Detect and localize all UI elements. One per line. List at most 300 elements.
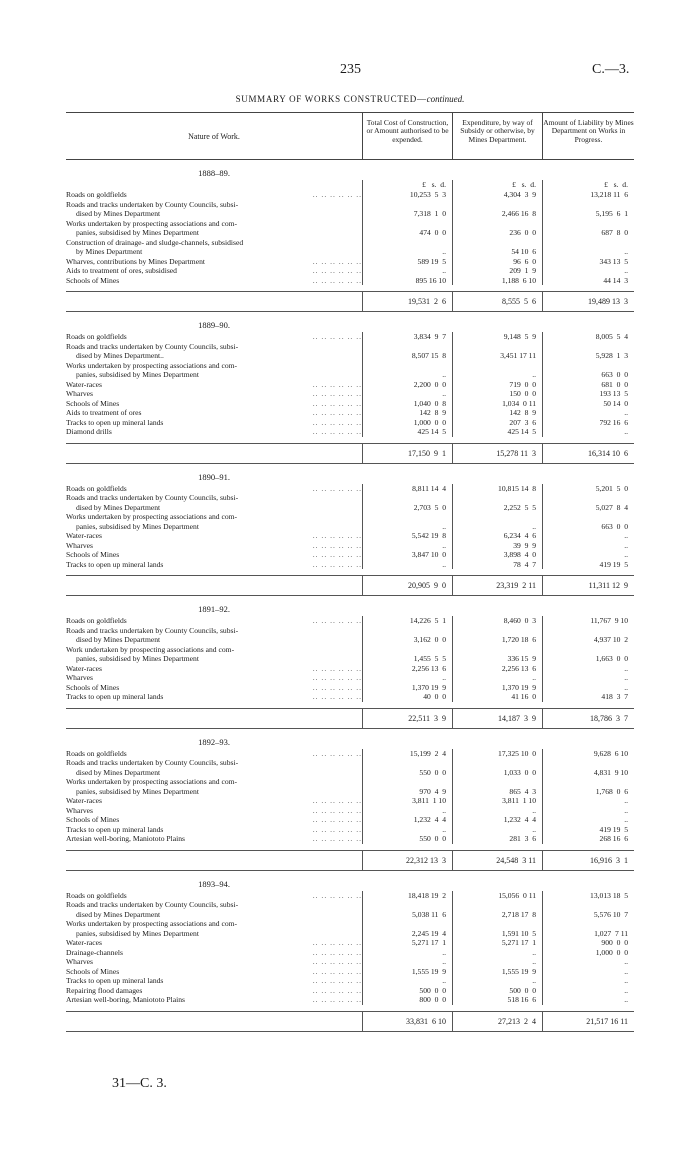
leader-dots: .. .. .. .. .. ..	[312, 692, 362, 701]
section-total-row	[66, 1011, 634, 1032]
work-name-text: Wharves	[66, 673, 97, 682]
header-nature: Nature of Work.	[188, 131, 240, 141]
table-row	[66, 200, 634, 219]
cell-total-cost: 970 4 9	[362, 777, 452, 796]
cell-total-cost: 5,542 19 8	[362, 531, 452, 541]
leader-dots: .. .. .. .. .. ..	[312, 417, 362, 427]
section-total: 15,278 11 3	[452, 444, 542, 463]
leader-dots: .. .. .. .. .. ..	[312, 389, 362, 398]
table-row	[66, 919, 634, 938]
cell-total-cost: 1,555 19 9	[362, 967, 452, 977]
cell-liability: 663 0 0	[542, 512, 634, 531]
work-name	[66, 758, 362, 777]
work-name	[66, 531, 362, 541]
leader-dots: .. .. .. .. .. ..	[312, 890, 362, 900]
cell-expenditure: 236 0 0	[452, 219, 542, 238]
year-section	[66, 871, 634, 1032]
cell-liability: 13,013 18 5	[542, 891, 634, 901]
section-total-row	[66, 708, 634, 729]
table-row	[66, 664, 634, 674]
work-name-text: Tracks to open up mineral lands	[66, 418, 167, 427]
cell-total-cost: 5,271 17 1	[362, 938, 452, 948]
section-total: 23,319 2 11	[452, 576, 542, 595]
work-name-text: Wharves	[66, 806, 97, 815]
leader-dots: .. .. .. .. .. ..	[312, 398, 362, 408]
cell-total-cost: 14,226 5 1	[362, 616, 452, 626]
work-name-text: Tracks to open up mineral lands	[66, 692, 167, 701]
table-row	[66, 938, 634, 948]
work-name-cont: panies, subsidised by Mines Department	[76, 654, 199, 663]
cell-expenditure: 150 0 0	[452, 389, 542, 399]
table-row	[66, 891, 634, 901]
table-row	[66, 834, 634, 844]
work-name	[66, 995, 362, 1005]
work-name-text: Schools of Mines	[66, 683, 123, 692]
cell-expenditure: 2,256 13 6	[452, 664, 542, 674]
work-name-text: Artesian well-boring, Maniototo Plains	[66, 834, 189, 843]
cell-liability: 5,201 5 0	[542, 484, 634, 494]
leader-dots: .. .. .. .. .. ..	[312, 834, 362, 843]
work-name	[66, 626, 362, 645]
section-total-row	[66, 443, 634, 464]
table-row	[66, 531, 634, 541]
table-row	[66, 645, 634, 664]
work-name-text: Roads and tracks undertaken by County Councils, subsi-	[66, 900, 242, 909]
table-row	[66, 815, 634, 825]
table-row	[66, 389, 634, 399]
cell-liability: ..	[542, 531, 634, 541]
table-row	[66, 560, 634, 570]
work-name-cont: dised by Mines Department	[76, 909, 161, 919]
work-name	[66, 645, 362, 664]
table-row	[66, 995, 634, 1005]
year-heading: 1888–89.	[198, 168, 230, 178]
table-row	[66, 219, 634, 238]
year-section	[66, 464, 634, 597]
work-name-text: Schools of Mines	[66, 967, 123, 976]
leader-dots: .. .. .. .. .. ..	[312, 957, 362, 966]
year-heading: 1892–93.	[198, 736, 230, 747]
table-row	[66, 550, 634, 560]
cell-expenditure: 336 15 9	[452, 645, 542, 664]
table-row	[66, 512, 634, 531]
work-name	[66, 664, 362, 674]
section-total: 16,916 3 1	[542, 851, 634, 870]
work-name	[66, 190, 362, 200]
leader-dots: .. .. .. .. .. ..	[312, 483, 362, 493]
cell-liability: ..	[542, 967, 634, 977]
cell-expenditure: 1,034 0 11	[452, 399, 542, 409]
section-total: 17,150 9 1	[362, 444, 452, 463]
section-total: 19,531 2 6	[362, 292, 452, 311]
cell-total-cost: 1,040 0 8	[362, 399, 452, 409]
cell-total-cost: ..	[362, 673, 452, 683]
year-heading: 1890–91.	[198, 471, 230, 482]
work-name-text: Roads and tracks undertaken by County Councils, subsi-	[66, 493, 242, 502]
leader-dots: .. .. .. .. .. ..	[312, 256, 362, 266]
cell-liability: 5,027 8 4	[542, 493, 634, 512]
work-name-cont: dised by Mines Department..	[76, 351, 164, 360]
header-total-cost: Total Cost of Construction, or Amount authorised to be expended.	[362, 113, 452, 159]
work-name	[66, 512, 362, 531]
table-row	[66, 257, 634, 267]
cell-total-cost: 800 0 0	[362, 995, 452, 1005]
cell-expenditure: 3,898 4 0	[452, 550, 542, 560]
work-name-text: Repairing flood damages	[66, 986, 146, 995]
work-name-text: Works undertaken by prospecting associations and com-	[66, 361, 241, 370]
cell-liability: 343 13 5	[542, 257, 634, 267]
cell-total-cost: 10,253 5 3	[362, 190, 452, 200]
cell-expenditure: 1,188 6 10	[452, 276, 542, 286]
cell-total-cost: 3,162 0 0	[362, 626, 452, 645]
cell-liability: ..	[542, 815, 634, 825]
work-name-text: Work undertaken by prospecting associations and com-	[66, 645, 238, 654]
table-row	[66, 673, 634, 683]
cell-expenditure: 5,271 17 1	[452, 938, 542, 948]
cell-expenditure: 10,815 14 8	[452, 484, 542, 494]
table-row	[66, 399, 634, 409]
section-total: 11,311 12 9	[542, 576, 634, 595]
cell-expenditure: ..	[452, 512, 542, 531]
cell-expenditure: 1,232 4 4	[452, 815, 542, 825]
work-name-text: Roads and tracks undertaken by County Councils, subsi-	[66, 626, 242, 635]
table-row	[66, 380, 634, 390]
cell-expenditure: 4,304 3 9	[452, 190, 542, 200]
work-name-text: Wharves	[66, 957, 97, 966]
cell-total-cost: ..	[362, 825, 452, 835]
year-section	[66, 596, 634, 729]
work-name	[66, 806, 362, 816]
cell-expenditure: 41 16 0	[452, 692, 542, 702]
work-name-text: Tracks to open up mineral lands	[66, 976, 167, 985]
cell-liability: ..	[542, 957, 634, 967]
cell-total-cost: 18,418 19 2	[362, 891, 452, 901]
work-name-text: Works undertaken by prospecting associations and com-	[66, 777, 241, 786]
table-row	[66, 190, 634, 200]
work-name	[66, 919, 362, 938]
work-name	[66, 825, 362, 835]
cell-expenditure: 142 8 9	[452, 408, 542, 418]
table-row	[66, 541, 634, 551]
work-name-text: Drainage-channels	[66, 948, 127, 957]
header-liability: Amount of Liability by Mines Department on Works in Progress.	[542, 113, 634, 159]
work-name	[66, 692, 362, 702]
cell-expenditure: 500 0 0	[452, 986, 542, 996]
table-row	[66, 276, 634, 286]
work-name	[66, 560, 362, 570]
work-name-text: Diamond drills	[66, 427, 116, 436]
section-total: 21,517 16 11	[542, 1012, 634, 1031]
cell-total-cost: 1,455 5 5	[362, 645, 452, 664]
header-expenditure: Expenditure, by way of Subsidy or otherwise, by Mines Department.	[452, 113, 542, 159]
page-code: C.—3.	[592, 62, 630, 77]
cell-expenditure: 8,460 0 3	[452, 616, 542, 626]
cell-expenditure: ..	[452, 806, 542, 816]
cell-expenditure: 15,056 0 11	[452, 891, 542, 901]
table-row	[66, 796, 634, 806]
table-row	[66, 361, 634, 380]
table-row	[66, 493, 634, 512]
cell-liability: 13,218 11 6	[542, 190, 634, 200]
table-row	[66, 418, 634, 428]
cell-expenditure: 1,370 19 9	[452, 683, 542, 693]
section-total: 27,213 2 4	[452, 1012, 542, 1031]
leader-dots: .. .. .. .. .. ..	[312, 985, 362, 995]
leader-dots: .. .. .. .. .. ..	[312, 266, 362, 275]
work-name	[66, 380, 362, 390]
work-name-text: Schools of Mines	[66, 276, 123, 285]
leader-dots: .. .. .. .. .. ..	[312, 408, 362, 417]
work-name	[66, 361, 362, 380]
cell-expenditure: 2,466 16 8	[452, 200, 542, 219]
cell-liability: ..	[542, 796, 634, 806]
cell-expenditure: 207 3 6	[452, 418, 542, 428]
work-name	[66, 219, 362, 238]
leader-dots: .. .. .. .. .. ..	[312, 275, 362, 285]
work-name-text: Roads on goldfields	[66, 616, 131, 625]
work-name	[66, 541, 362, 551]
work-name	[66, 834, 362, 844]
cell-liability: 50 14 0	[542, 399, 634, 409]
work-name	[66, 257, 362, 267]
work-name	[66, 616, 362, 626]
cell-liability: ..	[542, 986, 634, 996]
cell-total-cost: ..	[362, 512, 452, 531]
cell-expenditure: 3,811 1 10	[452, 796, 542, 806]
work-name	[66, 673, 362, 683]
cell-total-cost: 589 19 5	[362, 257, 452, 267]
leader-dots: .. .. .. .. .. ..	[312, 995, 362, 1004]
work-name-text: Schools of Mines	[66, 550, 123, 559]
section-total: 16,314 10 6	[542, 444, 634, 463]
cell-total-cost: ..	[362, 541, 452, 551]
table-row	[66, 408, 634, 418]
work-name	[66, 427, 362, 437]
leader-dots: .. .. .. .. .. ..	[312, 976, 362, 985]
cell-liability: ..	[542, 541, 634, 551]
leader-dots: .. .. .. .. .. ..	[312, 805, 362, 815]
work-name-text: Works undertaken by prospecting associations and com-	[66, 512, 241, 521]
cell-expenditure: 78 4 7	[452, 560, 542, 570]
work-name-cont: panies, subsidised by Mines Department	[76, 228, 199, 237]
cell-expenditure: 2,252 5 5	[452, 493, 542, 512]
cell-liability: 4,937 10 2	[542, 626, 634, 645]
cell-liability: 419 19 5	[542, 560, 634, 570]
cell-liability: ..	[542, 995, 634, 1005]
footer-signature: 31—C. 3.	[112, 1076, 167, 1091]
leader-dots: .. .. .. .. .. ..	[312, 379, 362, 389]
cell-expenditure: 2,718 17 8	[452, 900, 542, 919]
work-name	[66, 418, 362, 428]
leader-dots: .. .. .. .. .. ..	[312, 427, 362, 436]
cell-total-cost: ..	[362, 948, 452, 958]
work-name	[66, 976, 362, 986]
leader-dots: .. .. .. .. .. ..	[312, 938, 362, 947]
work-name	[66, 796, 362, 806]
work-name-text: Roads and tracks undertaken by County Councils, subsi-	[66, 758, 242, 767]
spacer	[66, 180, 362, 190]
cell-expenditure: 54 10 6	[452, 238, 542, 257]
cell-total-cost: 15,199 2 4	[362, 749, 452, 759]
work-name-text: Roads on goldfields	[66, 749, 131, 758]
cell-total-cost: 3,847 10 0	[362, 550, 452, 560]
work-name	[66, 332, 362, 342]
work-name	[66, 200, 362, 219]
cell-total-cost: 500 0 0	[362, 986, 452, 996]
cell-liability: ..	[542, 408, 634, 418]
cell-total-cost: ..	[362, 389, 452, 399]
cell-expenditure: ..	[452, 361, 542, 380]
leader-dots: .. .. .. .. .. ..	[312, 682, 362, 692]
work-name	[66, 683, 362, 693]
cell-expenditure: ..	[452, 948, 542, 958]
work-name-text: Works undertaken by prospecting associations and com-	[66, 919, 241, 928]
cell-liability: 418 3 7	[542, 692, 634, 702]
work-name	[66, 900, 362, 919]
leader-dots: .. .. .. .. .. ..	[312, 531, 362, 540]
leader-dots: .. .. .. .. .. ..	[312, 550, 362, 559]
cell-liability: 8,005 5 4	[542, 332, 634, 342]
cell-liability: 1,000 0 0	[542, 948, 634, 958]
work-name-cont: dised by Mines Department	[76, 767, 161, 777]
cell-liability: 44 14 3	[542, 276, 634, 286]
cell-liability: 5,576 10 7	[542, 900, 634, 919]
section-total: 22,312 13 3	[362, 851, 452, 870]
cell-expenditure: 1,591 10 5	[452, 919, 542, 938]
year-section	[66, 160, 634, 312]
cell-liability: 1,027 7 11	[542, 919, 634, 938]
cell-liability: ..	[542, 427, 634, 437]
cell-liability: 1,768 0 6	[542, 777, 634, 796]
leader-dots: .. .. .. .. .. ..	[312, 815, 362, 824]
work-name-text: Wharves	[66, 541, 97, 550]
section-total: 33,831 6 10	[362, 1012, 452, 1031]
work-name	[66, 238, 362, 257]
work-name	[66, 815, 362, 825]
cell-total-cost: 2,703 5 0	[362, 493, 452, 512]
cell-expenditure: ..	[452, 957, 542, 967]
work-name	[66, 967, 362, 977]
table-row	[66, 749, 634, 759]
year-heading: 1891–92.	[198, 604, 230, 614]
cell-liability: 11,767 9 10	[542, 616, 634, 626]
page-number: 235	[340, 62, 361, 77]
table-row	[66, 957, 634, 967]
cell-total-cost: 142 8 9	[362, 408, 452, 418]
leader-dots: .. .. .. .. .. ..	[312, 947, 362, 957]
table-header	[66, 112, 634, 160]
leader-dots: .. .. .. .. .. ..	[312, 332, 362, 341]
year-section	[66, 312, 634, 464]
cell-liability: 1,663 0 0	[542, 645, 634, 664]
work-name-text: Wharves, contributions by Mines Department	[66, 257, 209, 266]
table-row	[66, 238, 634, 257]
cell-liability: 193 13 5	[542, 389, 634, 399]
work-name-cont: panies, subsidised by Mines Department	[76, 521, 199, 531]
leader-dots: .. .. .. .. .. ..	[312, 796, 362, 805]
work-name	[66, 938, 362, 948]
work-name	[66, 986, 362, 996]
work-name-text: Roads on goldfields	[66, 332, 131, 341]
work-name-text: Wharves	[66, 389, 97, 398]
table-row	[66, 626, 634, 645]
year-section	[66, 729, 634, 871]
cell-total-cost: ..	[362, 806, 452, 816]
cell-expenditure: 39 9 9	[452, 541, 542, 551]
cell-liability: 681 0 0	[542, 380, 634, 390]
cell-liability: ..	[542, 238, 634, 257]
cell-expenditure: 281 3 6	[452, 834, 542, 844]
table-row	[66, 986, 634, 996]
work-name-text: Tracks to open up mineral lands	[66, 825, 167, 834]
section-total: 22,511 3 9	[362, 709, 452, 728]
cell-expenditure: 9,148 5 9	[452, 332, 542, 342]
cell-total-cost: 7,318 1 0	[362, 200, 452, 219]
table-row	[66, 758, 634, 777]
cell-total-cost: ..	[362, 361, 452, 380]
work-name	[66, 550, 362, 560]
year-heading: 1889–90.	[198, 320, 230, 330]
cell-expenditure: 518 16 6	[452, 995, 542, 1005]
cell-total-cost: 2,200 0 0	[362, 380, 452, 390]
cell-liability: ..	[542, 664, 634, 674]
cell-total-cost: 1,232 4 4	[362, 815, 452, 825]
table-row	[66, 266, 634, 276]
currency-label: £ s. d.	[362, 180, 452, 190]
page-title: SUMMARY OF WORKS CONSTRUCTED—continued.	[235, 94, 465, 104]
section-total: 8,555 5 6	[452, 292, 542, 311]
work-name-text: Roads on goldfields	[66, 484, 131, 493]
work-name	[66, 266, 362, 276]
table-row	[66, 948, 634, 958]
cell-liability: 9,628 6 10	[542, 749, 634, 759]
section-total-row	[66, 291, 634, 312]
table-row	[66, 692, 634, 702]
cell-expenditure: 209 1 9	[452, 266, 542, 276]
cell-expenditure: ..	[452, 673, 542, 683]
work-name-cont: panies, subsidised by Mines Department	[76, 928, 199, 938]
cell-liability: 5,195 6 1	[542, 200, 634, 219]
cell-liability: ..	[542, 806, 634, 816]
leader-dots: .. .. .. .. .. ..	[312, 540, 362, 550]
work-name-text: Schools of Mines	[66, 815, 123, 824]
work-name-cont: panies, subsidised by Mines Department	[76, 786, 199, 796]
work-name-cont: dised by Mines Department	[76, 502, 161, 512]
work-name-text: Water-races	[66, 938, 106, 947]
table-row	[66, 484, 634, 494]
work-name-text: Water-races	[66, 531, 106, 540]
section-total: 18,786 3 7	[542, 709, 634, 728]
cell-total-cost: 550 0 0	[362, 834, 452, 844]
table-row	[66, 683, 634, 693]
cell-expenditure: 1,555 19 9	[452, 967, 542, 977]
table-row	[66, 342, 634, 361]
cell-liability: ..	[542, 976, 634, 986]
work-name-text: Water-races	[66, 380, 106, 389]
cell-total-cost: 474 0 0	[362, 219, 452, 238]
work-name-text: Tracks to open up mineral lands	[66, 560, 167, 569]
cell-liability: 900 0 0	[542, 938, 634, 948]
cell-total-cost: 3,811 1 10	[362, 796, 452, 806]
table-row	[66, 616, 634, 626]
cell-total-cost: 425 14 5	[362, 427, 452, 437]
table-row	[66, 777, 634, 796]
table-row	[66, 427, 634, 437]
work-name-text: Roads and tracks undertaken by County Councils, subsi-	[66, 342, 242, 351]
cell-total-cost: ..	[362, 238, 452, 257]
table-row	[66, 976, 634, 986]
cell-total-cost: 5,038 11 6	[362, 900, 452, 919]
